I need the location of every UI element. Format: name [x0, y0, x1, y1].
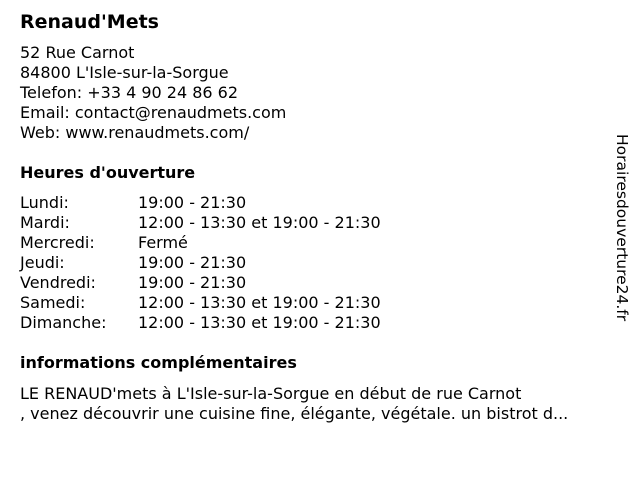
hours-time: 19:00 - 21:30	[138, 273, 247, 292]
phone-text: Telefon: +33 4 90 24 86 62	[20, 83, 239, 102]
business-name: Renaud'Mets	[20, 11, 159, 33]
hours-day: Mercredi:	[20, 233, 95, 252]
hours-row-wednesday	[20, 233, 381, 253]
info-line-1: LE RENAUD'mets à L'Isle-sur-la-Sorgue en début de rue Carnot	[20, 384, 522, 403]
hours-row-friday	[20, 273, 381, 293]
hours-row-sunday	[20, 313, 381, 333]
hours-time: 19:00 - 21:30	[138, 253, 247, 272]
hours-time: Fermé	[138, 233, 188, 252]
contact-block	[20, 43, 286, 143]
site-watermark: Horairesdouverture24.fr	[613, 134, 631, 322]
hours-day: Jeudi:	[20, 253, 65, 272]
hours-row-thursday	[20, 253, 381, 273]
hours-row-saturday	[20, 293, 381, 313]
hours-day: Lundi:	[20, 193, 69, 212]
hours-time: 12:00 - 13:30 et 19:00 - 21:30	[138, 213, 381, 232]
additional-info-text	[20, 384, 620, 424]
hours-day: Mardi:	[20, 213, 70, 232]
email-text: Email: contact@renaudmets.com	[20, 103, 287, 122]
hours-time: 12:00 - 13:30 et 19:00 - 21:30	[138, 293, 381, 312]
hours-day: Dimanche:	[20, 313, 107, 332]
hours-day: Samedi:	[20, 293, 86, 312]
additional-info-heading: informations complémentaires	[20, 353, 297, 372]
hours-time: 12:00 - 13:30 et 19:00 - 21:30	[138, 313, 381, 332]
address-street: 52 Rue Carnot	[20, 43, 135, 62]
hours-time: 19:00 - 21:30	[138, 193, 247, 212]
hours-day: Vendredi:	[20, 273, 96, 292]
website-text: Web: www.renaudmets.com/	[20, 123, 250, 142]
opening-hours-heading: Heures d'ouverture	[20, 163, 196, 182]
address-city: 84800 L'Isle-sur-la-Sorgue	[20, 63, 229, 82]
info-line-2: , venez découvrir une cuisine fine, élégante, végétale. un bistrot d...	[20, 404, 569, 423]
opening-hours-table	[20, 193, 381, 333]
hours-row-monday	[20, 193, 381, 213]
hours-row-tuesday	[20, 213, 381, 233]
